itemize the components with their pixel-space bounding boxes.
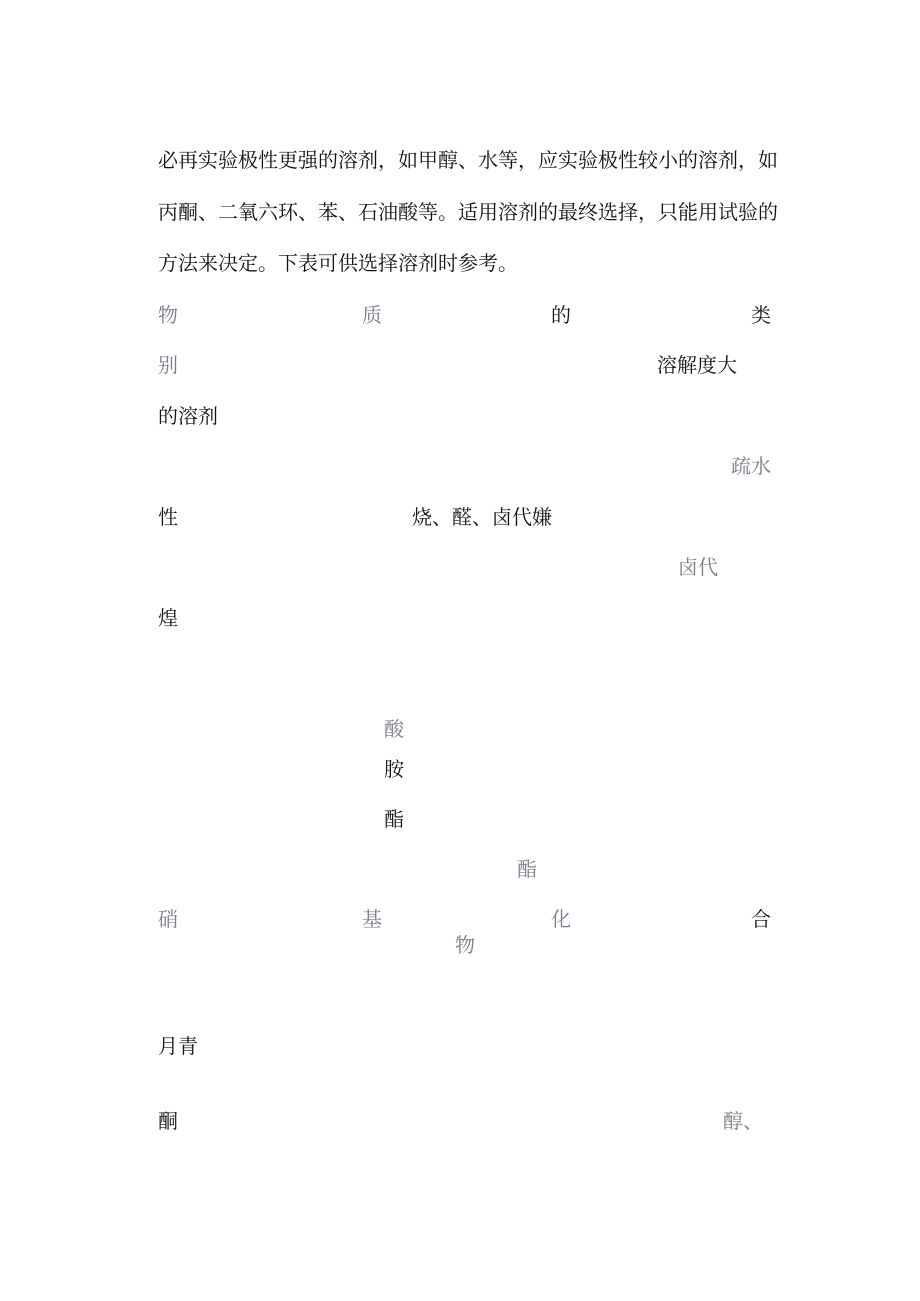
table-cell-category: 酯 (384, 807, 404, 831)
table-header-char: 类 (751, 303, 771, 327)
table-header-char: 别 (158, 353, 178, 377)
table-cell-category: 疏水 (731, 454, 771, 478)
paragraph-line-2: 丙酮、二氧六环、苯、石油酸等。适用溶剂的最终选择，只能用试验的 (158, 200, 778, 224)
paragraph-line-3: 方法来决定。下表可供选择溶剂时参考。 (158, 251, 518, 275)
table-cell-solvents: 烧、醛、卤代嫌 (412, 505, 552, 529)
table-cell-category: 酯 (517, 857, 537, 881)
table-header-solvent: 溶解度大 (657, 353, 737, 377)
table-header-char: 的 (551, 303, 571, 327)
table-header-solvent-cont: 的溶剂 (158, 404, 218, 428)
table-cell-solvents: 醇、 (723, 1109, 763, 1133)
table-cell-category-char: 物 (455, 933, 475, 957)
table-cell-category-char: 基 (362, 907, 382, 931)
paragraph-line-1: 必再实验极性更强的溶剂，如甲醇、水等，应实验极性较小的溶剂，如 (158, 148, 778, 172)
table-header-char: 物 (158, 303, 178, 327)
table-cell-category-char: 合 (751, 907, 771, 931)
table-cell-category-cont: 性 (158, 505, 178, 529)
table-cell-category: 酸 (384, 717, 404, 741)
table-cell-category: 胺 (384, 757, 404, 781)
table-cell-category-char: 化 (551, 907, 571, 931)
table-cell-category: 卤代 (678, 555, 718, 579)
table-cell-category: 酮 (158, 1109, 178, 1133)
table-cell-category: 月青 (158, 1034, 198, 1058)
table-cell-category-cont: 煌 (158, 606, 178, 630)
table-header-char: 质 (362, 303, 382, 327)
table-cell-category-char: 硝 (158, 907, 178, 931)
